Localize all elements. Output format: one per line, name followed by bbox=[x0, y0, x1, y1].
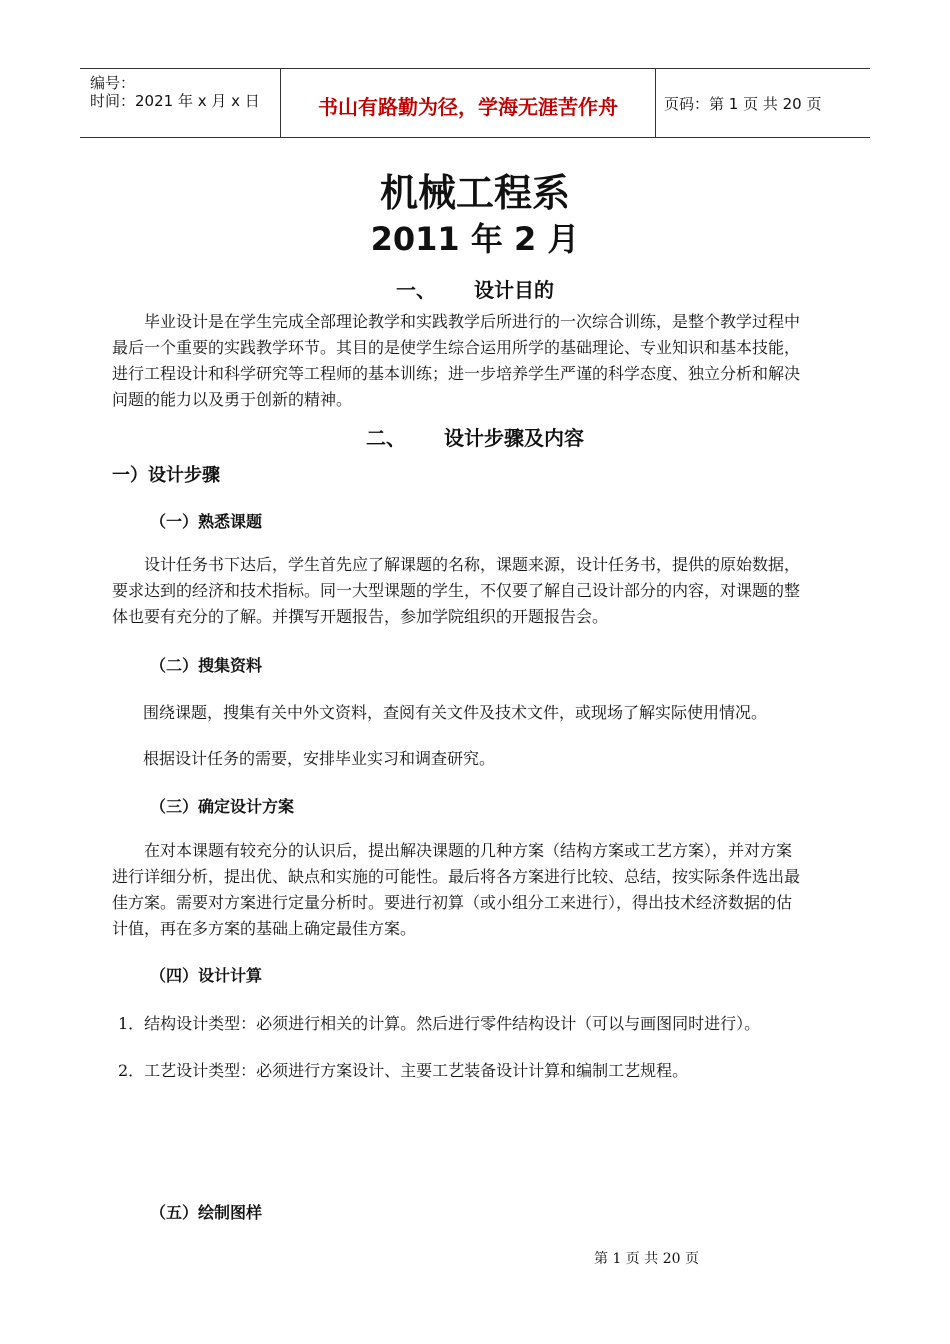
step-4-heading: （四）设计计算 bbox=[150, 966, 263, 985]
paragraph-line: 毕业设计是在学生完成全部理论教学和实践教学后所进行的一次综合训练，是整个教学过程中 bbox=[144, 312, 801, 331]
document-header-table bbox=[80, 68, 870, 138]
step-2-line-1: 围绕课题，搜集有关中外文资料，查阅有关文件及技术文件，或现场了解实际使用情况。 bbox=[143, 703, 768, 722]
step-5-heading: （五）绘制图样 bbox=[150, 1203, 263, 1222]
step-3-paragraph bbox=[112, 838, 836, 942]
header-motto-cell bbox=[280, 69, 656, 137]
step-3-heading: （三）确定设计方案 bbox=[150, 797, 295, 816]
header-page-cell bbox=[656, 69, 870, 137]
section-1-heading bbox=[0, 274, 950, 303]
motto-text: 书山有路勤为径，学海无涯苦作舟 bbox=[318, 95, 618, 119]
paragraph-line: 体也要有充分的了解。并撰写开题报告，参加学院组织的开题报告会。 bbox=[112, 607, 609, 626]
paragraph-line: 进行工程设计和科学研究等工程师的基本训练；进一步培养学生严谨的科学态度、独立分析和解决 bbox=[112, 364, 801, 383]
header-meta-cell bbox=[80, 69, 280, 137]
section-2-title: 设计步骤及内容 bbox=[444, 426, 584, 450]
paragraph-line: 要求达到的经济和技术指标。同一大型课题的学生，不仅要了解自己设计部分的内容，对课题的整 bbox=[112, 581, 801, 600]
document-number-label: 编号： bbox=[90, 74, 136, 92]
step-1-paragraph bbox=[112, 552, 836, 630]
section-1-paragraph bbox=[112, 309, 836, 413]
paragraph-line: 最后一个重要的实践教学环节。其目的是使学生综合运用所学的基础理论、专业知识和基本技能， bbox=[112, 338, 801, 357]
section-1-number: 一、 bbox=[396, 278, 436, 302]
document-date: 时间：2021 年 x 月 x 日 bbox=[90, 92, 260, 110]
department-title: 机械工程系 bbox=[379, 171, 570, 215]
section-2-heading bbox=[0, 422, 950, 451]
step-4-item-1: 1．结构设计类型：必须进行相关的计算。然后进行零件结构设计（可以与画图同时进行）。 bbox=[118, 1014, 761, 1033]
page-footer: 第 1 页 共 20 页 bbox=[594, 1251, 699, 1267]
paragraph-line: 佳方案。需要对方案进行定量分析时。要进行初算（或小组分工来进行），得出技术经济数据的估 bbox=[112, 893, 793, 912]
step-4-item-2: 2．工艺设计类型：必须进行方案设计、主要工艺装备设计计算和编制工艺规程。 bbox=[118, 1061, 689, 1080]
step-2-line-2: 根据设计任务的需要，安排毕业实习和调查研究。 bbox=[143, 749, 496, 768]
paragraph-line: 问题的能力以及勇于创新的精神。 bbox=[112, 390, 353, 409]
step-1-heading: （一）熟悉课题 bbox=[150, 512, 263, 531]
step-2-heading: （二）搜集资料 bbox=[150, 656, 263, 675]
document-date-title: 2011 年 2 月 bbox=[370, 220, 580, 258]
design-steps-heading: 一）设计步骤 bbox=[112, 465, 220, 486]
paragraph-line: 计值，再在多方案的基础上确定最佳方案。 bbox=[112, 919, 417, 938]
page-code: 页码：第 1 页 共 20 页 bbox=[664, 95, 822, 113]
section-1-title: 设计目的 bbox=[474, 278, 554, 302]
section-2-number: 二、 bbox=[366, 426, 406, 450]
paragraph-line: 设计任务书下达后，学生首先应了解课题的名称，课题来源，设计任务书，提供的原始数据， bbox=[144, 555, 801, 574]
paragraph-line: 在对本课题有较充分的认识后，提出解决课题的几种方案（结构方案或工艺方案），并对方案 bbox=[144, 841, 793, 860]
paragraph-line: 进行详细分析，提出优、缺点和实施的可能性。最后将各方案进行比较、总结，按实际条件选出最 bbox=[112, 867, 801, 886]
